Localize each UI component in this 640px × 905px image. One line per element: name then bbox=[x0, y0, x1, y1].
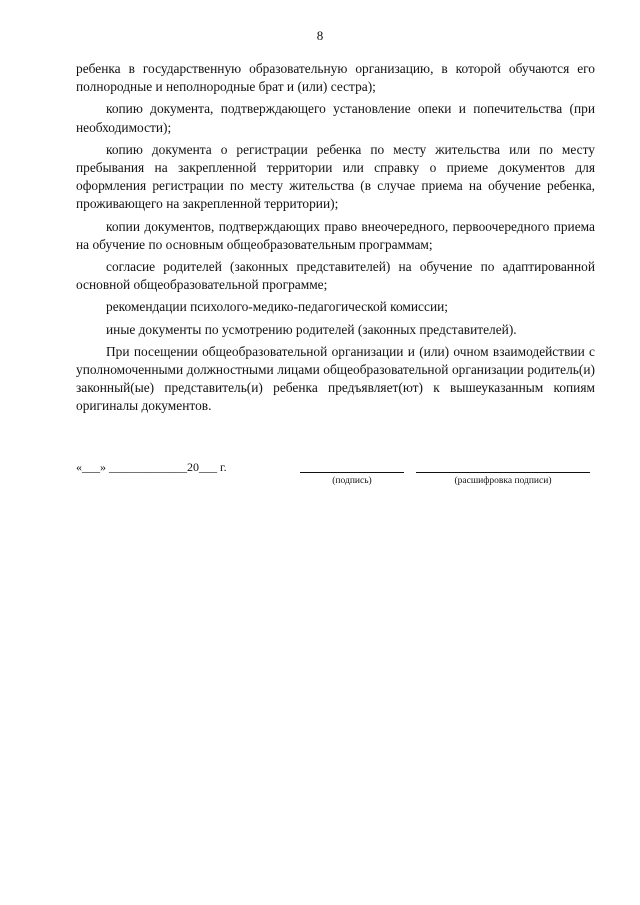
paragraph-originals-presentation: При посещении общеобразовательной организации и (или) очном взаимодействии с уполномоченными должностными лицами общеобразовательной организации родитель(и) законный(ые) представитель(и) ребенка предъявляет(ют) к вышеуказанным копиям оригиналы документов. bbox=[76, 343, 595, 414]
paragraph-continuation: ребенка в государственную образовательную организацию, в которой обучаются его полнородные и неполнородные брат и (или) сестра); bbox=[76, 61, 595, 95]
document-body bbox=[76, 60, 595, 420]
page-number: 8 bbox=[316, 28, 324, 43]
paragraph-guardianship-copy: копию документа, подтверждающего установление опеки и попечительства (при необходимости); bbox=[76, 101, 595, 135]
date-line: «___» _____________20___ г. bbox=[76, 460, 227, 474]
paragraph-priority-right-copies: копии документов, подтверждающих право внеочередного, первоочередного приема на обучение по основным общеобразовательным программам; bbox=[76, 218, 595, 252]
signature-line bbox=[300, 472, 404, 473]
paragraph-pmpc-recommendations: рекомендации психолого-медико-педагогической комиссии; bbox=[106, 299, 448, 315]
paragraph-parent-consent: согласие родителей (законных представителей) на обучение по адаптированной основной общеобразовательной программе; bbox=[76, 259, 595, 293]
signature-caption: (подпись) bbox=[332, 476, 372, 486]
signature-decode-line bbox=[416, 472, 590, 473]
paragraph-registration-copy: копию документа о регистрации ребенка по месту жительства или по месту пребывания на закрепленной территории или справку о приеме документов для оформления регистрации по месту жительства (в случае приема на обучение ребенка, проживающего на закрепленной территории); bbox=[76, 141, 595, 212]
paragraph-other-documents: иные документы по усмотрению родителей (законных представителей). bbox=[106, 321, 517, 337]
signature-decode-caption: (расшифровка подписи) bbox=[454, 476, 552, 486]
signature-block bbox=[76, 460, 595, 500]
